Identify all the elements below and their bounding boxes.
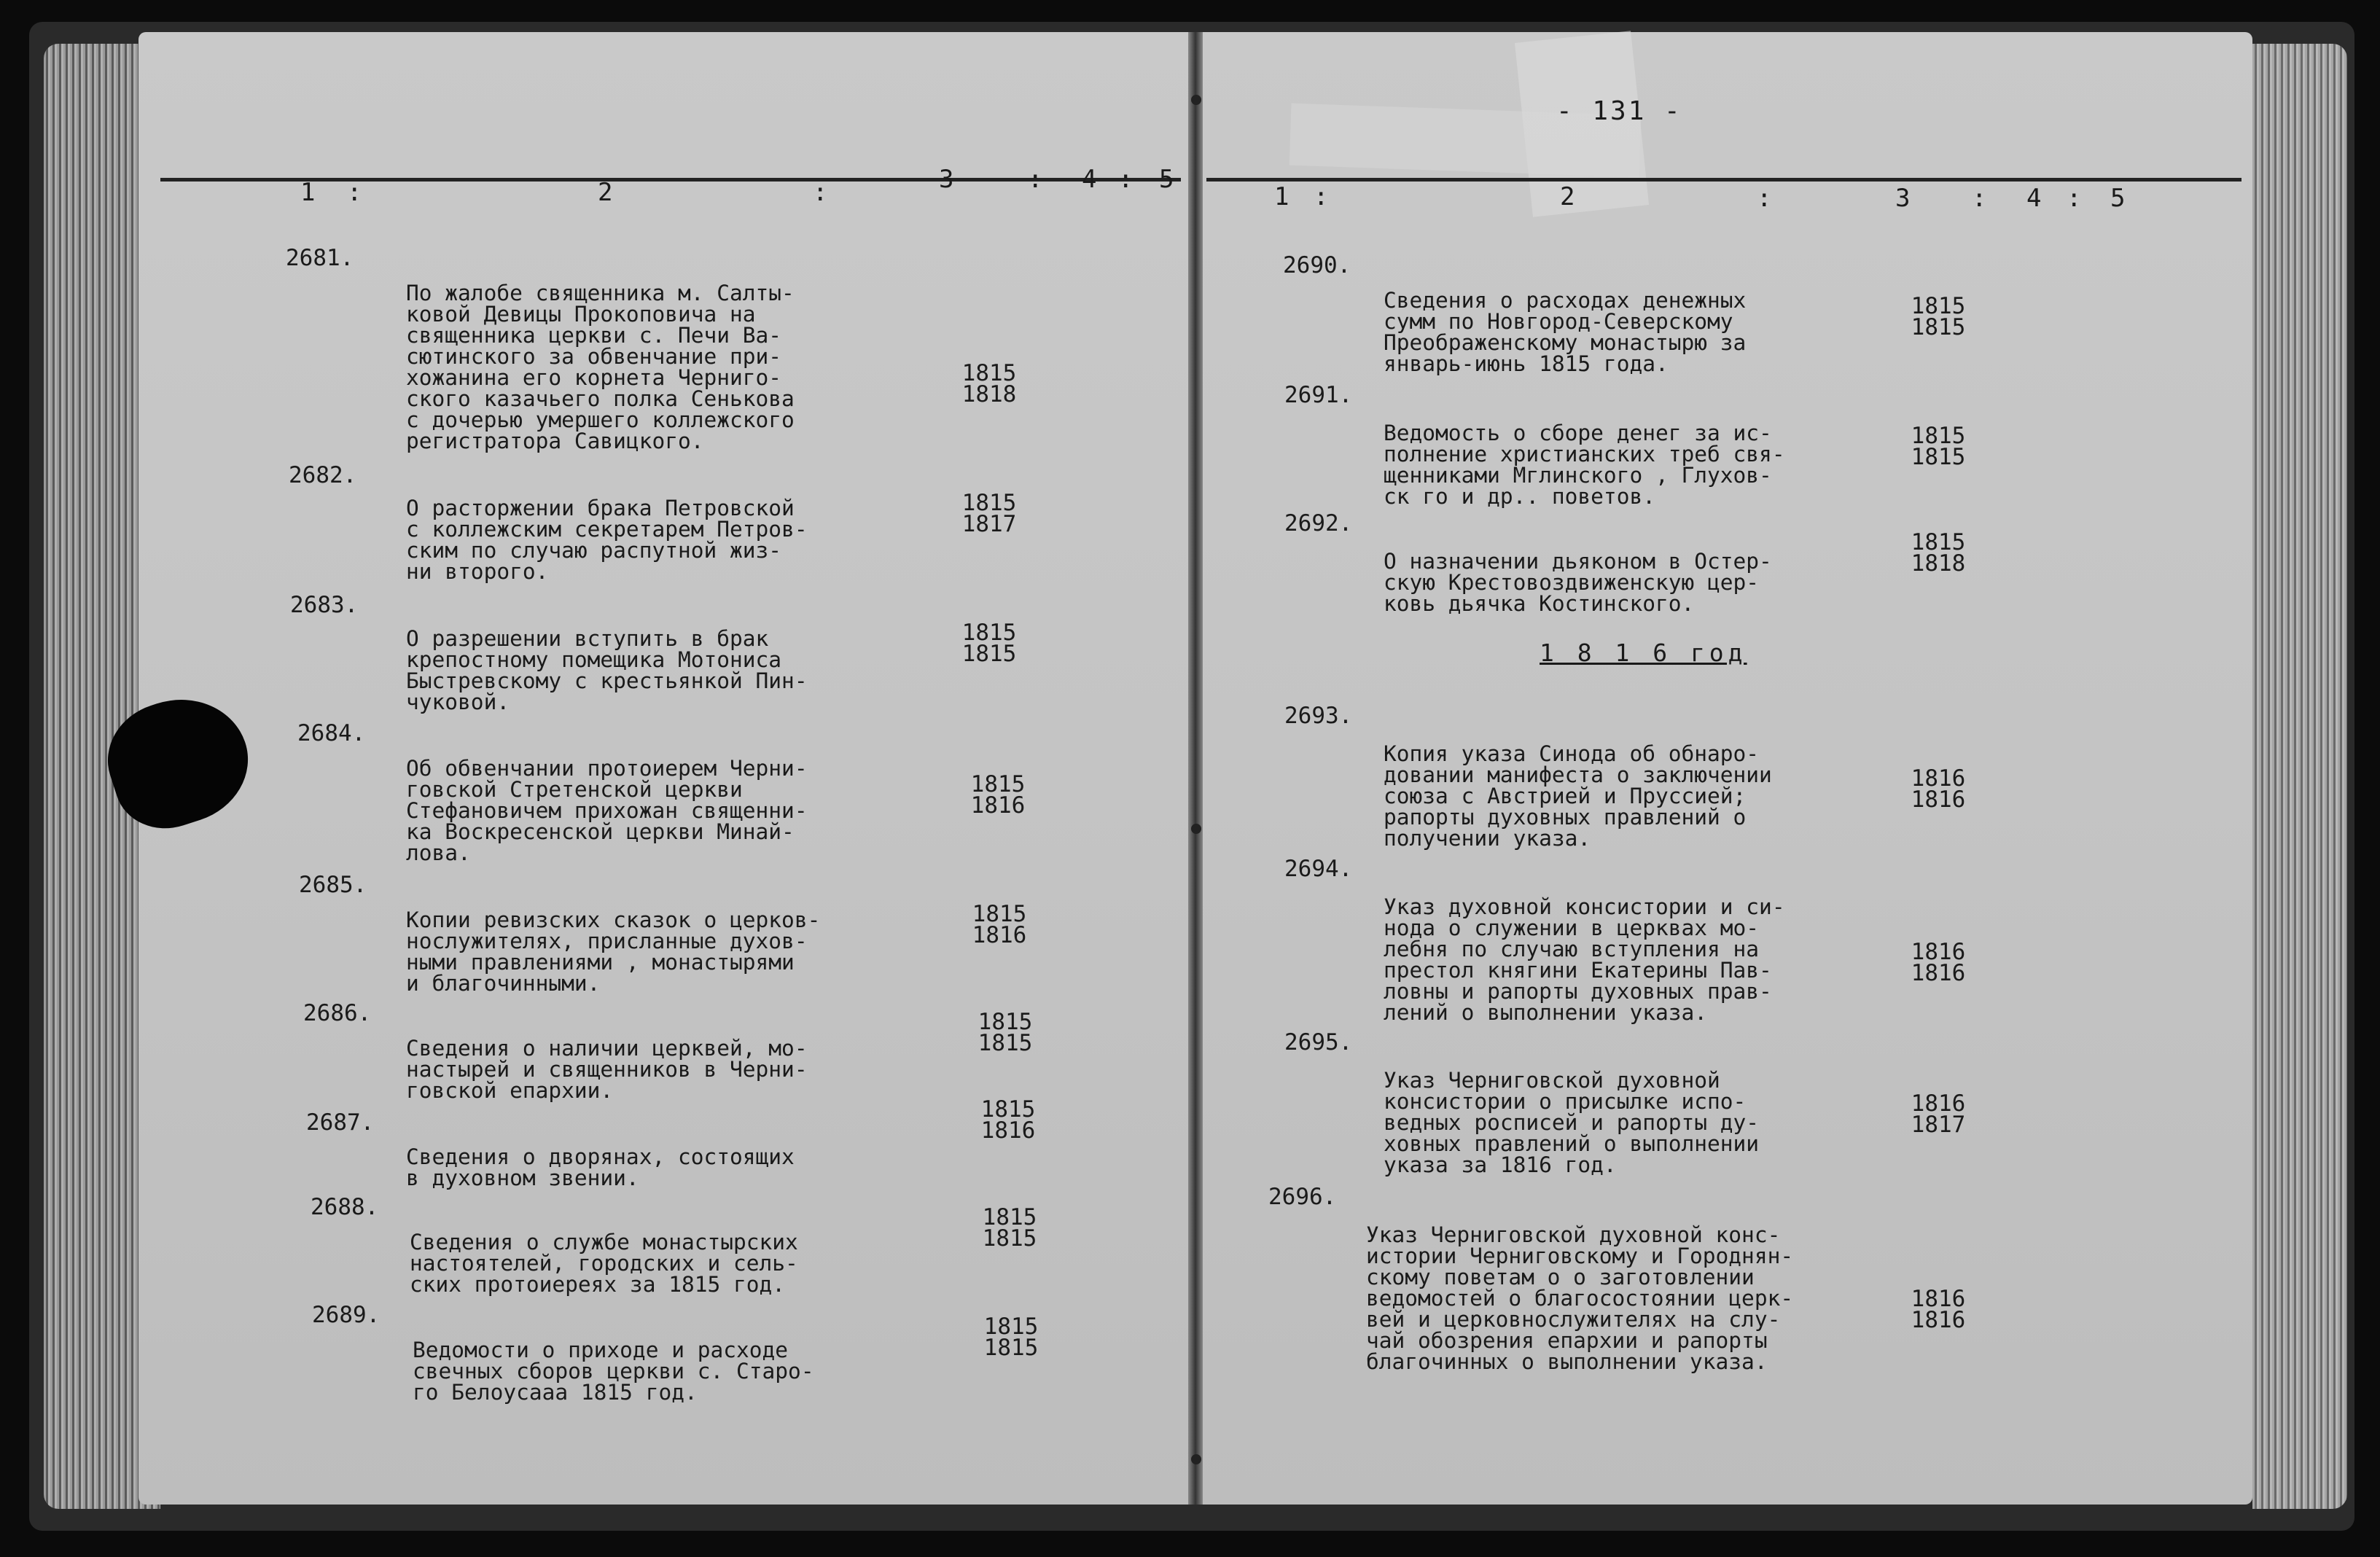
- section-heading: 1 8 1 6 год: [1540, 639, 1747, 667]
- binding-hole: [1191, 95, 1201, 105]
- entry-years: 1815 1817: [961, 490, 1017, 537]
- entry-number: 2693.: [1284, 703, 1353, 729]
- entry-number: 2694.: [1284, 856, 1353, 882]
- entry-number: 2687.: [306, 1109, 375, 1136]
- column-separator: :: [1118, 165, 1134, 194]
- column-separator: :: [1757, 184, 1772, 213]
- entry-years: 1815 1815: [961, 620, 1017, 667]
- entry-number: 2692.: [1284, 510, 1353, 536]
- entry-years: 1815 1818: [961, 360, 1017, 407]
- column-separator: :: [347, 178, 362, 207]
- column-header: 2: [598, 178, 613, 207]
- entry-number: 2691.: [1284, 382, 1353, 408]
- entry-number: 2686.: [303, 1000, 372, 1026]
- page-edges-right: [2252, 44, 2347, 1509]
- entry-years: 1815 1815: [983, 1314, 1039, 1361]
- entry-text: Ведомости о приходе и расходе свечных сборов церкви с. Старо- го Белоусааа 1815 год.: [413, 1338, 814, 1405]
- column-header: 2: [1560, 182, 1575, 211]
- column-separator: :: [1314, 182, 1329, 211]
- column-separator: :: [2067, 184, 2082, 213]
- entry-years: 1815 1816: [970, 771, 1026, 819]
- entry-number: 2681.: [286, 245, 354, 271]
- column-separator: :: [1972, 184, 1987, 213]
- entry-text: Сведения о расходах денежных сумм по Новгород-Северскому Преображенскому монастырю за январь-июнь 1815 года.: [1384, 288, 1747, 376]
- entry-text: Ведомость о сборе денег за ис- полнение христианских треб свя- щенниками Мглинского , Глухов- ск го и др.. поветов.: [1384, 421, 1785, 509]
- entry-years: 1816 1817: [1911, 1090, 1966, 1138]
- book-gutter: [1188, 32, 1203, 1505]
- column-header: 3: [939, 165, 954, 194]
- column-header: 1: [300, 178, 316, 207]
- entry-years: 1816 1816: [1911, 765, 1966, 813]
- entry-years: 1815 1815: [1911, 293, 1966, 340]
- entry-text: О расторжении брака Петровской с коллежским секретарем Петров- ским по случаю распутной жиз- ни второго.: [406, 496, 808, 584]
- entry-number: 2682.: [289, 462, 357, 488]
- column-header: 5: [2110, 184, 2126, 213]
- entry-text: Указ Черниговской духовной консистории о присылке испо- ведных росписей и рапорты ду- ховных правлений о выполнении указа за 1816 год.: [1384, 1068, 1760, 1177]
- column-header: 1: [1274, 182, 1290, 211]
- entry-text: Сведения о службе монастырских настоятелей, городских и сель- ских протоиереях за 1815 год.: [410, 1230, 798, 1297]
- entry-years: 1815 1816: [972, 901, 1027, 948]
- entry-text: По жалобе священника м. Салты- ковой Девицы Прокоповича на священника церкви с. Печи Ва- сютинского за обвенчание при- хожанина его корнета Черниго- ского казачьего полка Сенькова с дочерью умершего коллежского регистратора Савицкого.: [406, 281, 795, 453]
- column-separator: :: [813, 178, 828, 207]
- binding-hole: [1191, 824, 1201, 834]
- entry-text: Копия указа Синода об обнаро- довании манифеста о заключении союза с Австрией и Пруссией; рапорты духовных правлений о получении указа.: [1384, 741, 1772, 851]
- entry-text: Об обвенчании протоиерем Черни- говской Стретенской церкви Стефановичем прихожан священни- ка Воскресенской церкви Минай- лова.: [406, 756, 808, 865]
- entry-number: 2690.: [1283, 252, 1351, 278]
- entry-years: 1815 1818: [1911, 529, 1966, 577]
- entry-text: Указ Черниговской духовной конс- истории Черниговскому и Городнян- скому поветам о о заготовлении ведомостей о благосостоянии церк- вей и церковнослужителях на слу- чай обозрения епархии и рапорты благочинных о выполнении указа.: [1366, 1222, 1794, 1374]
- binding-hole: [1191, 1454, 1201, 1464]
- entry-years: 1816 1816: [1911, 1286, 1966, 1333]
- column-header: 5: [1159, 165, 1174, 194]
- entry-number: 2688.: [311, 1194, 379, 1220]
- entry-number: 2684.: [297, 720, 366, 746]
- header-rule-right: [1206, 178, 2242, 182]
- page-number: - 131 -: [1556, 96, 1682, 126]
- entry-text: Сведения о наличии церквей, мо- настырей и священников в Черни- говской епархии.: [406, 1036, 808, 1103]
- entry-text: О разрешении вступить в брак крепостному помещика Мотониса Быстревскому с крестьянкой Пин- чуковой.: [406, 626, 808, 714]
- entry-number: 2683.: [290, 592, 359, 618]
- entry-years: 1816 1816: [1911, 939, 1966, 986]
- entry-number: 2696.: [1268, 1184, 1337, 1210]
- entry-years: 1815 1815: [1911, 423, 1966, 470]
- column-separator: :: [1028, 165, 1043, 194]
- column-header: 3: [1895, 184, 1911, 213]
- entry-text: Копии ревизских сказок о церков- нослужителях, присланные духов- ными правлениями , монастырями и благочинными.: [406, 908, 821, 996]
- entry-text: Сведения о дворянах, состоящих в духовном звении.: [406, 1144, 795, 1190]
- entry-years: 1815 1816: [980, 1096, 1036, 1144]
- entry-text: О назначении дьяконом в Остер- скую Крестовоздвиженскую цер- ковь дьячка Костинского.: [1384, 549, 1772, 616]
- entry-years: 1815 1815: [978, 1009, 1033, 1056]
- entry-years: 1815 1815: [982, 1204, 1037, 1252]
- column-header: 4: [1082, 165, 1097, 194]
- entry-number: 2695.: [1284, 1029, 1353, 1055]
- column-header: 4: [2026, 184, 2042, 213]
- entry-number: 2689.: [312, 1302, 381, 1328]
- entry-number: 2685.: [299, 872, 367, 898]
- entry-text: Указ духовной консистории и си- нода о служении в церквах мо- лебня по случаю вступления на престол княгини Екатерины Пав- ловны и рапорты духовных прав- лений о выполнении указа.: [1384, 894, 1785, 1025]
